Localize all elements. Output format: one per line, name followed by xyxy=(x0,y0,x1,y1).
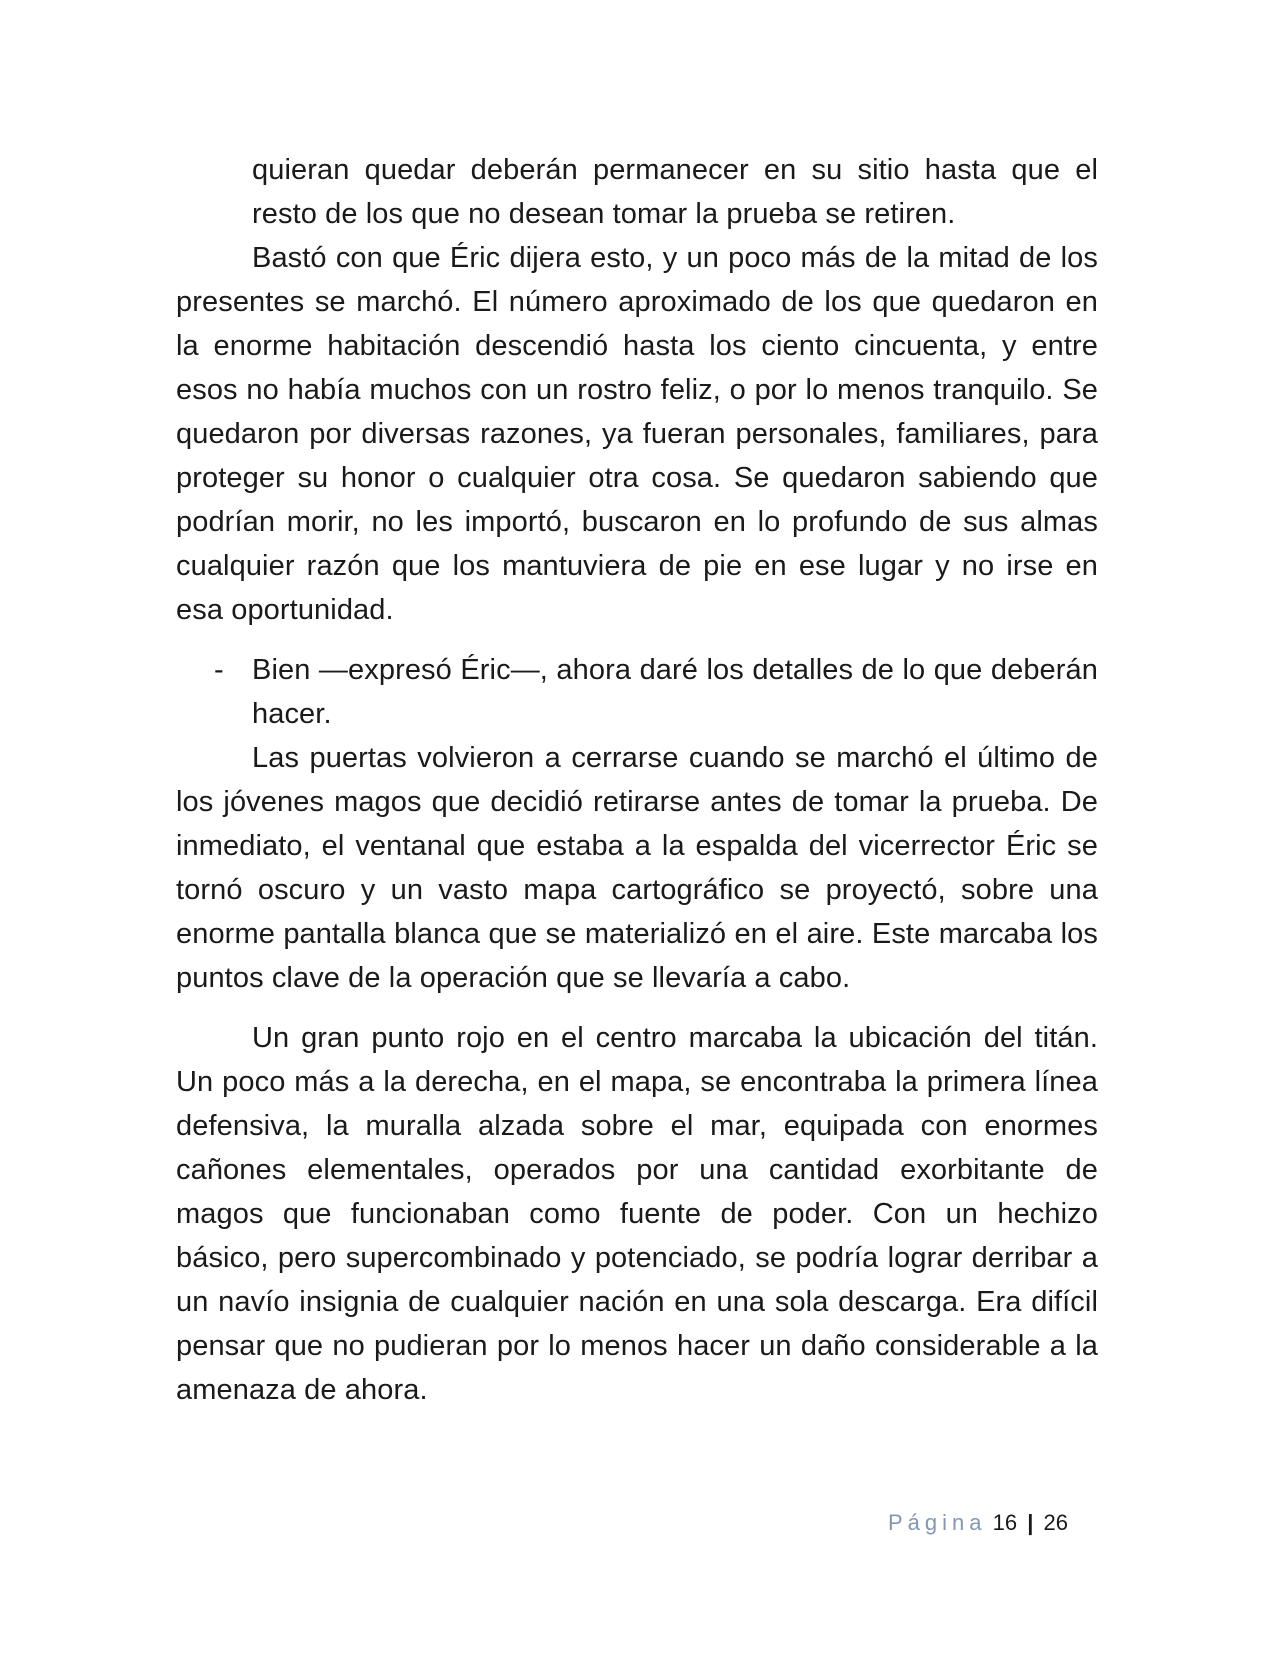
narrative-paragraph: Las puertas volvieron a cerrarse cuando se marchó el último de los jóvenes magos que decidió retirarse antes de tomar la prueba. De inmediato, el ventanal que estaba a la espalda del vicerrector Éric se tornó oscuro y un vasto mapa cartográfico se proyectó, sobre una enorme pantalla blanca que se materializó en el aire. Este marcaba los puntos clave de la operación que se llevaría a cabo. xyxy=(176,742,1098,994)
narrative-paragraph: Bastó con que Éric dijera esto, y un poco más de la mitad de los presentes se marchó. El número aproximado de los que quedaron en la enorme habitación descendió hasta los ciento cincuenta, y entre esos no había muchos con un rostro feliz, o por lo menos tranquilo. Se quedaron por diversas razones, ya fueran personales, familiares, para proteger su honor o cualquier otra cosa. Se quedaron sabiendo que podrían morir, no les importó, buscaron en lo profundo de sus almas cualquier razón que los mantuviera de pie en ese lugar y no irse en esa oportunidad. xyxy=(176,242,1098,626)
narrative-paragraph: Un gran punto rojo en el centro marcaba la ubicación del titán. Un poco más a la derecha, en el mapa, se encontraba la primera línea defensiva, la muralla alzada sobre el mar, equipada con enormes cañones elementales, operados por una cantidad exorbitante de magos que funcionaban como fuente de poder. Con un hechizo básico, pero supercombinado y potenciado, se podría lograr derribar a un navío insignia de cualquier nación en una sola descarga. Era difícil pensar que no pudieran por lo menos hacer un daño considerable a la amenaza de ahora. xyxy=(176,1022,1098,1406)
dialogue-dash: - xyxy=(214,654,224,686)
dialogue-continuation-paragraph xyxy=(176,148,1098,236)
total-pages-number: 26 xyxy=(1043,1510,1069,1535)
current-page-number: 16 xyxy=(992,1510,1018,1535)
dialogue-text: quieran quedar deberán permanecer en su sitio hasta que el resto de los que no desean tomar la prueba se retiren. xyxy=(252,154,1098,230)
body-text xyxy=(176,148,1098,1412)
dialogue-paragraph xyxy=(176,648,1098,736)
page-separator: | xyxy=(1027,1510,1034,1535)
page-label: Página xyxy=(888,1510,987,1535)
dialogue-text: Bien —expresó Éric—, ahora daré los detalles de lo que deberán hacer. xyxy=(252,654,1098,730)
page-footer xyxy=(888,1510,1068,1536)
